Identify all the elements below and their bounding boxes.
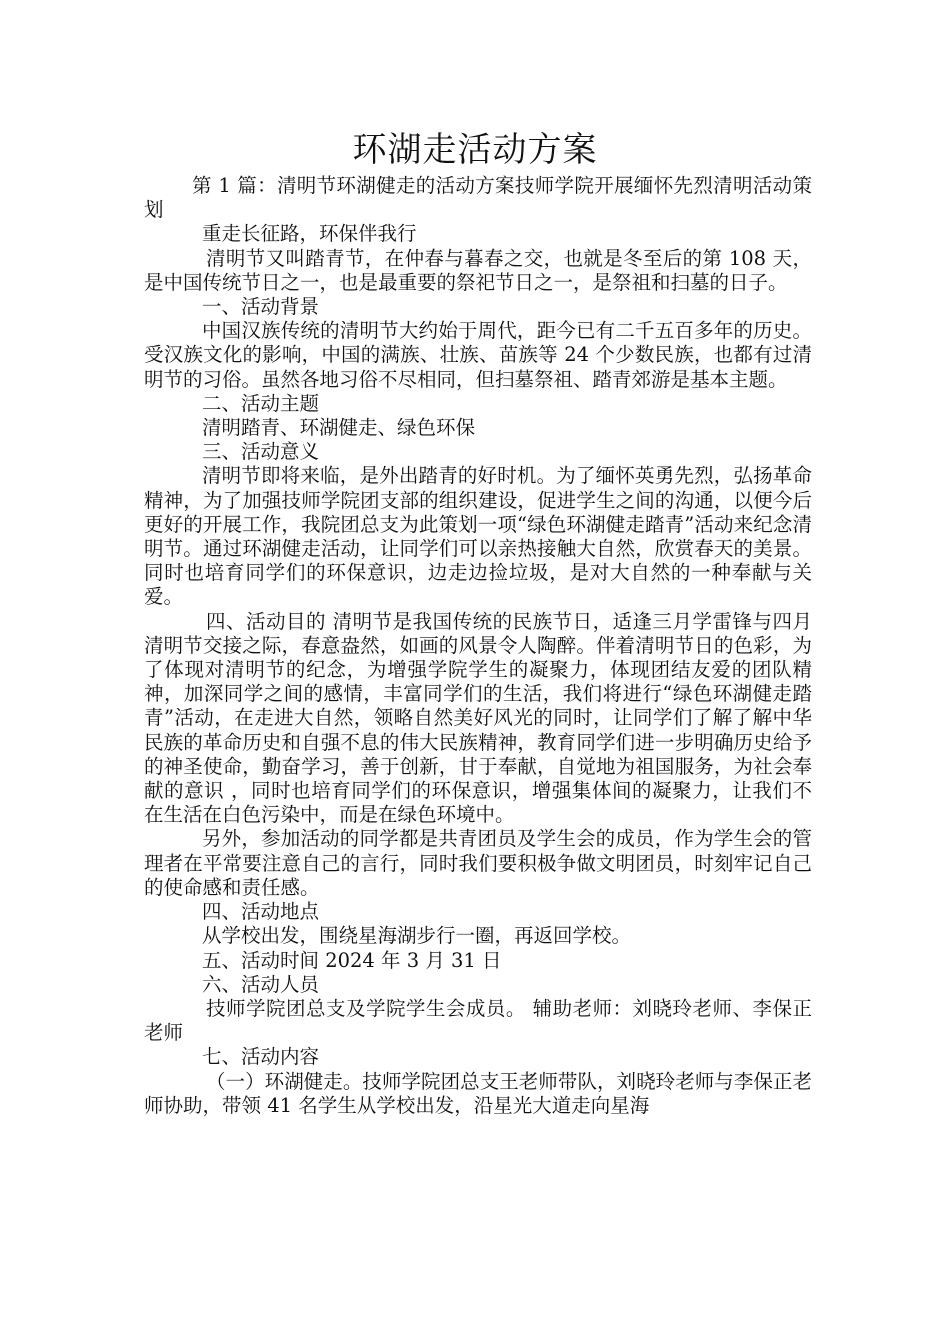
purpose-paragraph: 四、活动目的 清明节是我国传统的民族节日，适逢三月学雷锋与四月清明节交接之际，春意盎然，如画的风景令人陶醉。伴着清明节日的色彩，为了体现对清明节的纪念，为增强学院学生的凝聚力，体现团结友爱的团队精神，加深同学之间的感情，丰富同学们的生活，我们将进行“绿色环湖健走踏青”活动，在走进大自然，领略自然美好风光的同时，让同学们了解了解中华民族的革命历史和自强不息的伟大民族精神，教育同学们进一步明确历史给予的神圣使命，勤奋学习，善于创新，甘于奉献，自觉地为祖国服务，为社会奉献的意识 ，同时也培育同学们的环保意识，增强集体间的凝聚力，让我们不在生活在白色污染中，而是在绿色环境中。	[144, 609, 812, 827]
subtitle: 重走长征路，环保伴我行	[202, 222, 417, 246]
personnel-paragraph: 技师学院团总支及学院学生会成员。 辅助老师：刘晓玲老师、李保正老师	[144, 996, 812, 1045]
section-heading-content: 七、活动内容	[202, 1045, 320, 1069]
section-heading-time: 五、活动时间 2024 年 3 月 31 日	[202, 948, 502, 972]
section-heading-personnel: 六、活动人员	[202, 972, 320, 996]
section-heading-background: 一、活动背景	[202, 295, 320, 319]
section-heading-significance: 三、活动意义	[202, 440, 320, 464]
section-heading-theme: 二、活动主题	[202, 391, 320, 415]
document-body	[144, 174, 812, 1118]
location-paragraph: 从学校出发，围绕星海湖步行一圈，再返回学校。	[202, 924, 632, 948]
chapter-heading: 第 1 篇：清明节环湖健走的活动方案技师学院开展缅怀先烈清明活动策划	[144, 174, 812, 222]
background-paragraph: 中国汉族传统的清明节大约始于周代，距今已有二千五百多年的历史。受汉族文化的影响，中国的满族、壮族、苗族等 24 个少数民族，也都有过清明节的习俗。虽然各地习俗不尽相同，但扫墓祭祖、踏青郊游是基本主题。	[144, 319, 812, 391]
intro-paragraph: 清明节又叫踏青节，在仲春与暮春之交，也就是冬至后的第 108 天，是中国传统节日之一，也是最重要的祭祀节日之一，是祭祖和扫墓的日子。	[144, 246, 812, 294]
additional-paragraph: 另外，参加活动的同学都是共青团员及学生会的成员，作为学生会的管理者在平常要注意自己的言行，同时我们要积极争做文明团员，时刻牢记自己的使命感和责任感。	[144, 827, 812, 899]
significance-paragraph: 清明节即将来临，是外出踏青的好时机。为了缅怀英勇先烈，弘扬革命精神，为了加强技师学院团支部的组织建设，促进学生之间的沟通，以便今后更好的开展工作，我院团总支为此策划一项“绿色环湖健走踏青”活动来纪念清明节。通过环湖健走活动，让同学们可以亲热接触大自然，欣赏春天的美景。同时也培育同学们的环保意识，边走边捡垃圾，是对大自然的一种奉献与关爱。	[144, 464, 812, 609]
theme-paragraph: 清明踏青、环湖健走、绿色环保	[202, 416, 476, 440]
document-title: 环湖走活动方案	[352, 130, 598, 170]
section-heading-location: 四、活动地点	[202, 900, 320, 924]
content-paragraph: （一）环湖健走。技师学院团总支王老师带队，刘晓玲老师与李保正老师协助，带领 41 名学生从学校出发，沿星光大道走向星海	[144, 1069, 812, 1117]
